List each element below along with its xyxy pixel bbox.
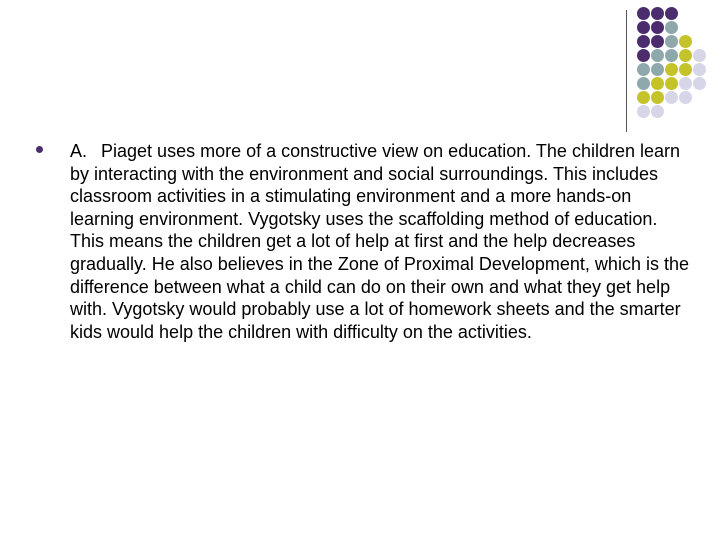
decorative-dot <box>665 21 678 34</box>
decorative-dot <box>693 77 706 90</box>
decorative-dot <box>651 63 664 76</box>
bullet-text <box>70 140 690 343</box>
decorative-dot <box>651 21 664 34</box>
decorative-dot <box>665 49 678 62</box>
decorative-dot <box>637 49 650 62</box>
decorative-dot <box>637 91 650 104</box>
decorative-dot <box>665 77 678 90</box>
decorative-dot <box>651 77 664 90</box>
bullet-label: A. <box>70 141 88 161</box>
decorative-dot <box>665 35 678 48</box>
decorative-dot <box>693 49 706 62</box>
decorative-dot <box>679 63 692 76</box>
decorative-dot <box>651 35 664 48</box>
decorative-dot <box>637 105 650 118</box>
bullet-body: Piaget uses more of a constructive view on education. The children learn by interacting with the environment and social surroundings. This includes classroom activities in a stimulating environment and a more hands-on learning environment. Vygotsky uses the scaffolding method of education. This means the children get a lot of help at first and the help decreases gradually. He also believes in the Zone of Proximal Development, which is the difference between what a child can do on their own and what they get help with. Vygotsky would probably use a lot of homework sheets and the smarter kids would help the children with difficulty on the activities. <box>70 141 689 342</box>
decorative-dot <box>679 49 692 62</box>
decorative-line <box>626 10 627 132</box>
decorative-dot <box>651 7 664 20</box>
bullet-icon <box>36 146 43 153</box>
decorative-dot <box>665 7 678 20</box>
decorative-dot <box>679 77 692 90</box>
decorative-dot <box>665 63 678 76</box>
decorative-dot <box>651 49 664 62</box>
decorative-dot <box>679 35 692 48</box>
decorative-dot <box>665 91 678 104</box>
decorative-dot <box>637 7 650 20</box>
decorative-dot <box>679 91 692 104</box>
decorative-dot <box>637 63 650 76</box>
decorative-dot <box>637 77 650 90</box>
decorative-dot <box>693 63 706 76</box>
decorative-dot <box>651 105 664 118</box>
decorative-dot-grid <box>637 7 720 119</box>
decorative-dot <box>637 35 650 48</box>
decorative-dot <box>651 91 664 104</box>
decorative-dot <box>637 21 650 34</box>
